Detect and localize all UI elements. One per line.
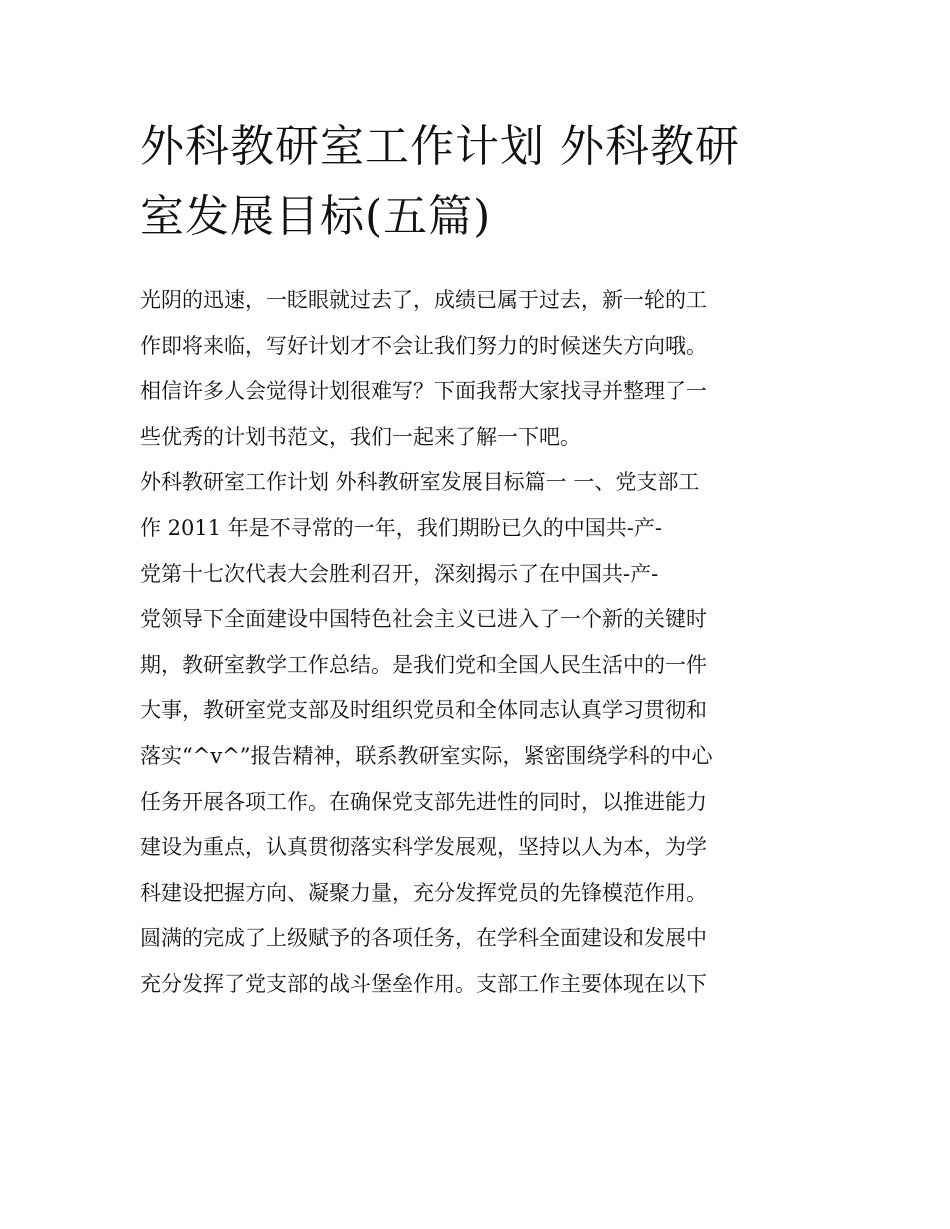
body-line: 充分发挥了党支部的战斗堡垒作用。支部工作主要体现在以下 — [140, 971, 707, 996]
body-line: 作 2011 年是不寻常的一年，我们期盼已久的中国共-产- — [140, 515, 662, 540]
document-body — [140, 278, 820, 1008]
body-line: 落实“^v^”报告精神，联系教研室实际，紧密围绕学科的中心 — [140, 743, 713, 768]
body-line: 党领导下全面建设中国特色社会主义已进入了一个新的关键时 — [140, 607, 707, 632]
document-title — [140, 112, 820, 252]
body-line: 期，教研室教学工作总结。是我们党和全国人民生活中的一件 — [140, 652, 707, 677]
title-line-2: 室发展目标(五篇) — [140, 191, 492, 242]
body-line: 圆满的完成了上级赋予的各项任务，在学科全面建设和发展中 — [140, 926, 707, 951]
body-line: 科建设把握方向、凝聚力量，充分发挥党员的先锋模范作用。 — [140, 880, 707, 905]
body-line: 光阴的迅速，一眨眼就过去了，成绩已属于过去，新一轮的工 — [140, 288, 707, 312]
body-line: 相信许多人会觉得计划很难写？下面我帮大家找寻并整理了一 — [140, 379, 707, 404]
body-line: 作即将来临，写好计划才不会让我们努力的时候迷失方向哦。 — [140, 333, 707, 358]
body-line: 建设为重点，认真贯彻落实科学发展观，坚持以人为本，为学 — [140, 835, 707, 860]
title-line-1: 外科教研室工作计划 外科教研 — [140, 121, 740, 172]
body-line: 党第十七次代表大会胜利召开，深刻揭示了在中国共-产- — [140, 561, 659, 586]
body-line: 外科教研室工作计划 外科教研室发展目标篇一 一、党支部工 — [140, 470, 700, 495]
body-line: 大事，教研室党支部及时组织党员和全体同志认真学习贯彻和 — [140, 698, 707, 723]
body-line: 任务开展各项工作。在确保党支部先进性的同时，以推进能力 — [140, 789, 707, 814]
body-line: 些优秀的计划书范文，我们一起来了解一下吧。 — [140, 424, 581, 449]
